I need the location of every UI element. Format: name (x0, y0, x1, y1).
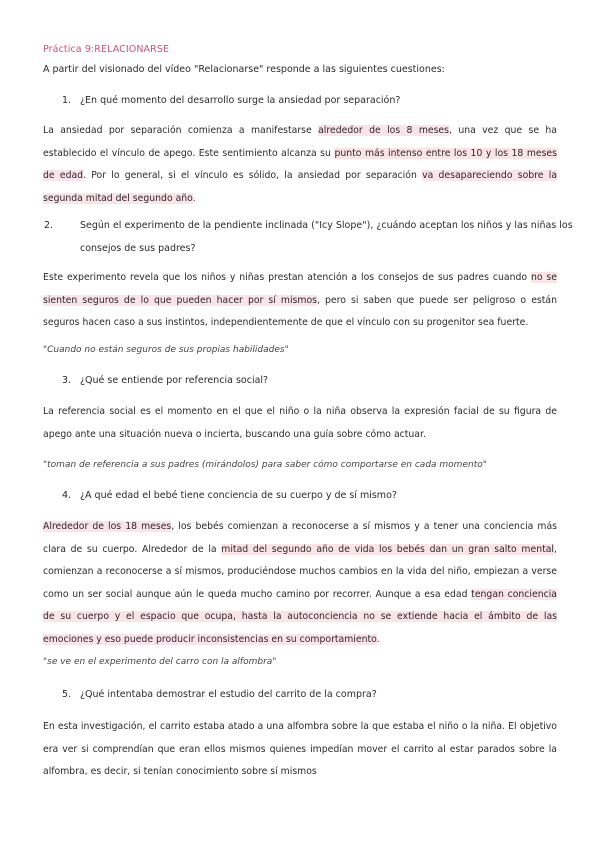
question-2 (44, 214, 575, 260)
question-number: 5. (62, 689, 72, 700)
answer-1 (43, 120, 557, 210)
answer-3: La referencia social es el momento en el que el niño o la niña observa la expresión facial de su figura de apego ante una situación nueva o incierta, buscando una guía sobre cómo actuar. (43, 406, 557, 440)
question-1 (62, 89, 562, 112)
answer-text: , los bebés comienzan a reconocerse a sí mismos y a tener una conciencia más clara de su cuerpo. Alrededor de la (43, 521, 557, 555)
quote-3: "toman de referencia a sus padres (mirándolos) para saber cómo comportarse en cada momento" (43, 460, 487, 470)
question-number: 3. (62, 375, 72, 386)
question-5 (62, 683, 562, 706)
answer-text: , comienzan a reconocerse a sí mismos, produciéndose muchos cambios en la vida del niño, empiezan a verse como un ser social aunque aún le queda mucho camino por recorrer. Aunque a esa edad (43, 543, 557, 600)
answer-5: En esta investigación, el carrito estaba atado a una alfombra sobre la que estaba el niño o la niña. El objetivo era ver si comprendían que eran ellos mismos quienes impedían mover el carrito al estar parados sobre la alfombra, es decir, si tenían conocimiento sobre sí mismos (43, 721, 557, 777)
question-number: 1. (62, 95, 72, 106)
answer-text: La ansiedad por separación comienza a manifestarse (43, 125, 319, 136)
intro-text: A partir del visionado del vídeo "Relacionarse" responde a las siguientes cuestiones: (43, 64, 445, 75)
highlight: Alrededor de los 18 meses (43, 521, 172, 532)
highlight: va desapareciendo sobre la segunda mitad del segundo año (43, 170, 558, 204)
highlight: punto más intenso entre los 10 y los 18 meses de edad (43, 147, 557, 181)
answer-text: . (192, 192, 196, 204)
question-text: ¿A qué edad el bebé tiene conciencia de su cuerpo y de sí mismo? (80, 490, 397, 501)
quote-2: "Cuando no están seguros de sus propias habilidades" (43, 345, 289, 355)
question-3 (62, 369, 562, 392)
question-4 (62, 484, 562, 507)
question-number: 2. (44, 220, 54, 231)
question-text: ¿Qué se entiende por referencia social? (80, 375, 269, 386)
question-text: Según el experimento de la pendiente inclinada ("Icy Slope"), ¿cuándo aceptan los niños y las niñas los consejos de sus padres? (80, 220, 573, 254)
question-number: 4. (62, 490, 72, 501)
highlight: no se sienten seguros de lo que pueden hacer por sí mismos (43, 272, 557, 306)
quote-4: "se ve en el experimento del carro con la alfombra" (43, 657, 277, 667)
answer-text: . (376, 633, 380, 645)
question-text: ¿Qué intentaba demostrar el estudio del carrito de la compra? (80, 689, 377, 700)
highlight: alrededor de los 8 meses (318, 125, 450, 136)
question-text: ¿En qué momento del desarrollo surge la ansiedad por separación? (80, 95, 401, 106)
answer-text: . Por lo general, si el vínculo es sólido, la ansiedad por separación (83, 170, 423, 181)
answer-text: , pero si saben que puede ser peligroso o están seguros hacen caso a sus instintos, independientemente de que el vínculo con su progenitor sea fuerte. (43, 294, 557, 328)
answer-text: , una vez que se ha establecido el vínculo de apego. Este sentimiento alcanza su (43, 125, 557, 159)
highlight: mitad del segundo año de vida los bebés dan un gran salto mental (221, 543, 555, 555)
document-title: Práctica 9:RELACIONARSE (43, 44, 170, 55)
answer-2 (43, 267, 557, 335)
highlight: tengan conciencia de su cuerpo y el espacio que ocupa, hasta la autoconciencia no se extiende hacia el ámbito de las emociones y eso puede producir inconsistencias en su comportamiento (43, 588, 558, 645)
answer-text: Este experimento revela que los niños y niñas prestan atención a los consejos de sus padres cuando (43, 272, 531, 283)
answer-4 (43, 516, 557, 651)
